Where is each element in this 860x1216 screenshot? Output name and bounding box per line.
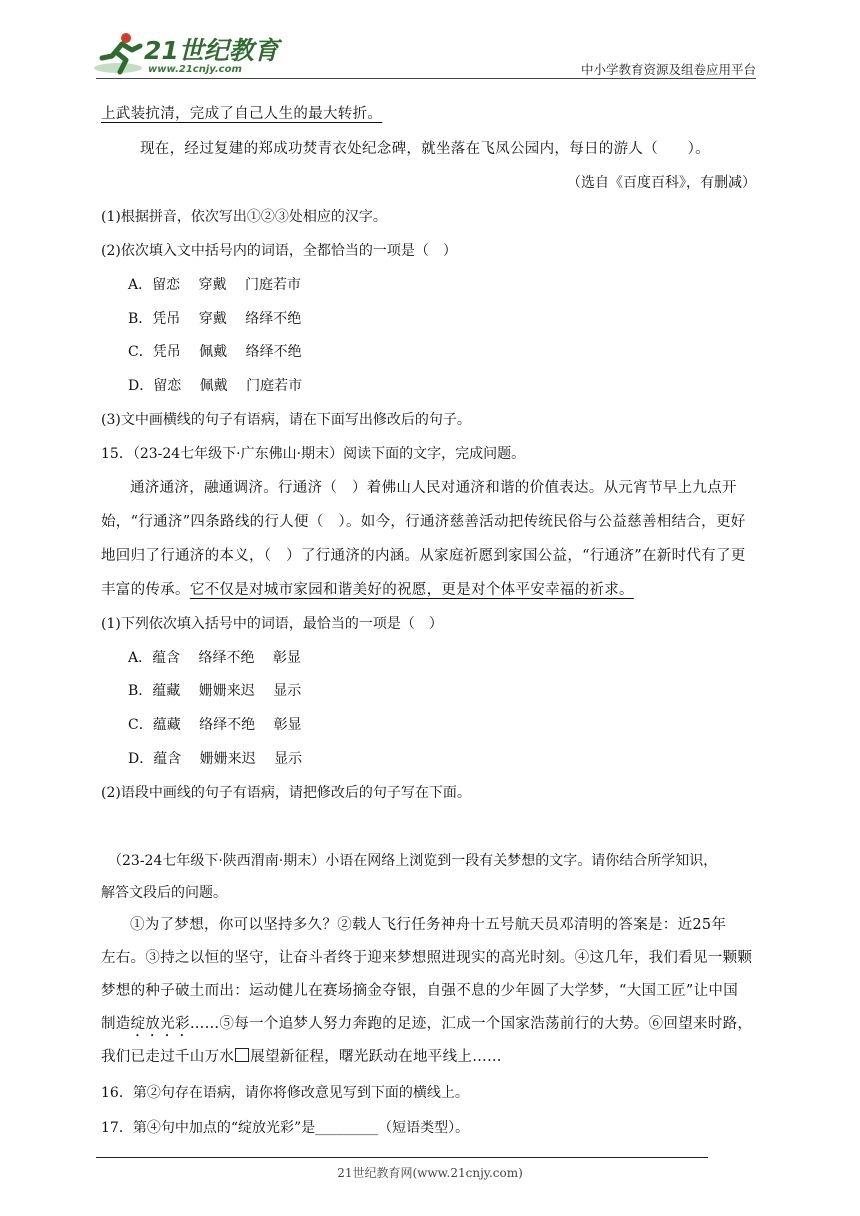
q14-option-b[interactable]: B．凭吊 穿戴 络绎不绝 bbox=[128, 311, 302, 327]
q16-para-line-1: ①为了梦想，你可以坚持多久？②载人飞行任务神舟十五号航天员邓清明的答案是：近25年 bbox=[130, 917, 727, 933]
q15-sub2: (2)语段中画线的句子有语病，请把修改后的句子写在下面。 bbox=[101, 785, 471, 801]
q16-intro-line-1: （23-24七年级下·陕西渭南·期末）小语在网络上浏览到一段有关梦想的文字。请你结合所学知识， bbox=[108, 853, 718, 869]
q15-option-a[interactable]: A．蕴含 络绎不绝 彰显 bbox=[128, 650, 302, 666]
q16-para-line-2: 左右。③持之以恒的坚守，让奋斗者终于迎来梦想照进现实的高光时刻。④这几年，我们看见一颗颗 bbox=[101, 950, 753, 966]
page-footer[interactable]: 21世纪教育网(www.21cnjy.com) bbox=[337, 1166, 523, 1180]
q16-para-line-3: 梦想的种子破土而出：运动健儿在赛场摘金夺银，自强不息的少年圆了大学梦，“大国工匠”让中国 bbox=[101, 983, 739, 999]
q16-question: 16．第②句存在语病，请你将修改意见写到下面的横线上。 bbox=[101, 1085, 469, 1101]
emphasized-phrase: 绽放光彩 bbox=[130, 1016, 190, 1032]
q15-para-line-3: 地回归了行通济的本义，（ ）了行通济的内涵。从家庭祈愿到家国公益，“行通济”在新时代有了更 bbox=[101, 548, 746, 564]
runner-logo-icon bbox=[92, 30, 152, 78]
q15-para-line-4 bbox=[101, 580, 634, 600]
passage-underlined-sentence: 上武装抗清，完成了自己人生的最大转折。 bbox=[101, 106, 383, 122]
platform-name: 中小学教育资源及组卷应用平台 bbox=[580, 62, 756, 77]
passage-source: （选自《百度百科》，有删减） bbox=[567, 175, 756, 191]
passage-last-paragraph: 现在，经过复建的郑成功焚青衣处纪念碑，就坐落在飞凤公园内，每日的游人（ ）。 bbox=[140, 141, 710, 157]
logo-wordmark: 21世纪教育 bbox=[144, 36, 279, 65]
q15-underlined-sentence: 它不仅是对城市家园和谐美好的祝愿，更是对个体平安幸福的祈求。 bbox=[189, 582, 634, 598]
q17-question: 17．第④句中加点的“绽放光彩”是_________（短语类型）。 bbox=[101, 1120, 470, 1136]
q16-para-line5-pre: 我们已走过千山万水 bbox=[101, 1049, 235, 1065]
q16-para-line-5 bbox=[101, 1047, 502, 1067]
q15-para-line-1: 通济通济，融通调济。行通济（ ）着佛山人民对通济和谐的价值表达。从元宵节早上九点开 bbox=[130, 480, 737, 496]
q16-para-line4-post: ……⑤每一个追梦人努力奔跑的足迹，汇成一个国家浩荡前行的大势。⑥回望来时路， bbox=[189, 1016, 753, 1032]
q14-sub3: (3)文中画横线的句子有语病，请在下面写出修改后的句子。 bbox=[101, 412, 471, 428]
q16-para-line5-post: 展望新征程，曙光跃动在地平线上…… bbox=[250, 1049, 502, 1065]
punctuation-blank-box[interactable] bbox=[235, 1048, 249, 1062]
q16-para-line-4 bbox=[101, 1014, 752, 1040]
q15-para-plain: 丰富的传承。 bbox=[101, 582, 190, 598]
q14-sub2: (2)依次填入文中括号内的词语，全都恰当的一项是（ ） bbox=[101, 243, 457, 259]
logo-url: www.21cnjy.com bbox=[148, 64, 242, 75]
q15-para-line-2: 始，“行通济”四条路线的行人便（ ）。如今，行通济慈善活动把传统民俗与公益慈善相结合，更好 bbox=[101, 514, 746, 530]
q15-option-b[interactable]: B．蕴藏 姗姗来迟 显示 bbox=[128, 683, 302, 699]
q14-option-d[interactable]: D．留恋 佩戴 门庭若市 bbox=[128, 378, 303, 394]
page-header bbox=[0, 0, 860, 82]
q15-option-d[interactable]: D．蕴含 姗姗来迟 显示 bbox=[128, 751, 303, 767]
header-divider bbox=[96, 78, 756, 79]
q15-title: 15．（23-24七年级下·广东佛山·期末）阅读下面的文字，完成问题。 bbox=[101, 446, 526, 462]
q16-para-line4-pre: 制造 bbox=[101, 1016, 131, 1032]
footer-divider bbox=[96, 1157, 708, 1158]
q14-sub1: (1)根据拼音，依次写出①②③处相应的汉字。 bbox=[101, 209, 387, 225]
q15-sub1: (1)下列依次填入括号中的词语，最恰当的一项是（ ） bbox=[101, 616, 443, 632]
q15-option-c[interactable]: C．蕴藏 络绎不绝 彰显 bbox=[128, 717, 302, 733]
q16-intro-line-2: 解答文段后的问题。 bbox=[101, 885, 227, 901]
q14-option-c[interactable]: C．凭吊 佩戴 络绎不绝 bbox=[128, 344, 302, 360]
q14-option-a[interactable]: A．留恋 穿戴 门庭若市 bbox=[128, 277, 302, 293]
site-logo[interactable] bbox=[92, 30, 279, 78]
